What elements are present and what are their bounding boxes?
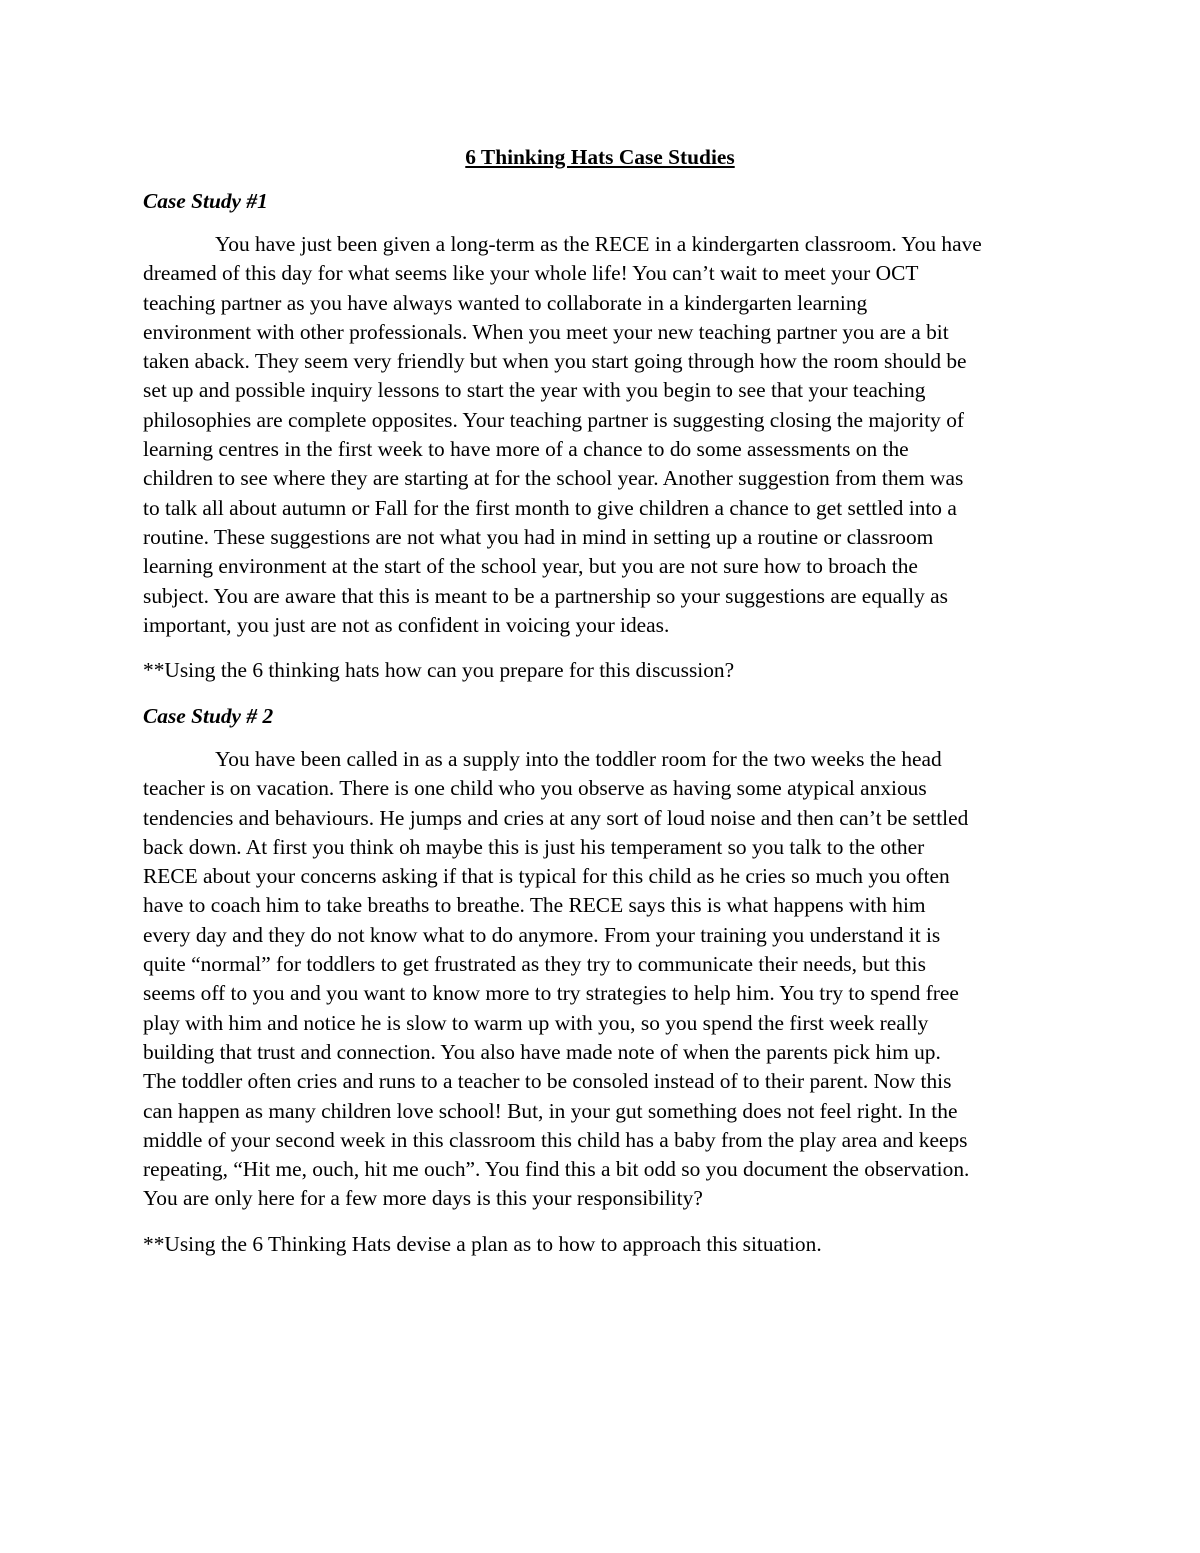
case-study-1-line: routine. These suggestions are not what you had in mind in setting up a routine or classroom (143, 524, 934, 549)
case-study-2-line: teacher is on vacation. There is one child who you observe as having some atypical anxious (143, 776, 927, 801)
case-study-2-line: every day and they do not know what to do anymore. From your training you understand it is (143, 922, 941, 947)
case-study-2-prompt: **Using the 6 Thinking Hats devise a plan as to how to approach this situation. (143, 1232, 822, 1256)
case-study-1-line: set up and possible inquiry lessons to start the year with you begin to see that your teaching (143, 378, 926, 403)
case-study-2-line: repeating, “Hit me, ouch, hit me ouch”. You find this a bit odd so you document the observation. (143, 1157, 970, 1182)
case-study-1-line: important, you just are not as confident in voicing your ideas. (143, 612, 670, 637)
case-study-1-line: environment with other professionals. When you meet your new teaching partner you are a bit (143, 319, 949, 344)
case-study-2-line: middle of your second week in this classroom this child has a baby from the play area and keeps (143, 1127, 968, 1152)
case-study-2-line: The toddler often cries and runs to a teacher to be consoled instead of to their parent. Now this (143, 1069, 952, 1094)
case-study-2-line: seems off to you and you want to know more to try strategies to help him. You try to spend free (143, 981, 959, 1006)
case-study-2-heading: Case Study # 2 (143, 704, 274, 728)
case-study-1-line: to talk all about autumn or Fall for the first month to give children a chance to get settled into a (143, 495, 957, 520)
case-study-1-line: dreamed of this day for what seems like your whole life! You can’t wait to meet your OCT (143, 261, 919, 286)
case-study-1-heading: Case Study #1 (143, 189, 268, 213)
case-study-1-line: children to see where they are starting at for the school year. Another suggestion from them was (143, 466, 964, 491)
case-study-1-line: teaching partner as you have always wanted to collaborate in a kindergarten learning (143, 290, 868, 315)
case-study-2-line: play with him and notice he is slow to warm up with you, so you spend the first week really (143, 1010, 929, 1035)
case-study-2-line: building that trust and connection. You also have made note of when the parents pick him up. (143, 1039, 941, 1064)
case-study-2-line: tendencies and behaviours. He jumps and cries at any sort of loud noise and then can’t be settled (143, 805, 969, 830)
case-study-1-line: You have just been given a long-term as the RECE in a kindergarten classroom. You have (215, 232, 982, 256)
case-study-2-line: can happen as many children love school! But, in your gut something does not feel right. In the (143, 1098, 958, 1123)
case-study-2-line: RECE about your concerns asking if that is typical for this child as he cries so much you often (143, 864, 950, 889)
case-study-1-line: learning environment at the start of the school year, but you are not sure how to broach the (143, 554, 918, 579)
case-study-2-line: You have been called in as a supply into the toddler room for the two weeks the head (215, 747, 942, 771)
case-study-2-line: back down. At first you think oh maybe this is just his temperament so you talk to the other (143, 834, 925, 859)
case-study-1-line: subject. You are aware that this is meant to be a partnership so your suggestions are equally as (143, 583, 948, 608)
case-study-2-line: quite “normal” for toddlers to get frustrated as they try to communicate their needs, but this (143, 952, 926, 977)
case-study-1-line: learning centres in the first week to have more of a chance to do some assessments on the (143, 437, 909, 462)
case-study-2-line: You are only here for a few more days is this your responsibility? (143, 1186, 703, 1211)
case-study-1-line: philosophies are complete opposites. Your teaching partner is suggesting closing the majority of (143, 407, 965, 432)
document-title: 6 Thinking Hats Case Studies (465, 145, 735, 169)
case-study-1-body (143, 230, 1063, 640)
case-study-2-line: have to coach him to take breaths to breathe. The RECE says this is what happens with him (143, 893, 926, 918)
case-study-1-prompt: **Using the 6 thinking hats how can you prepare for this discussion? (143, 658, 735, 682)
case-study-2-body (143, 745, 1063, 1214)
case-study-1-line: taken aback. They seem very friendly but when you start going through how the room should be (143, 349, 967, 374)
